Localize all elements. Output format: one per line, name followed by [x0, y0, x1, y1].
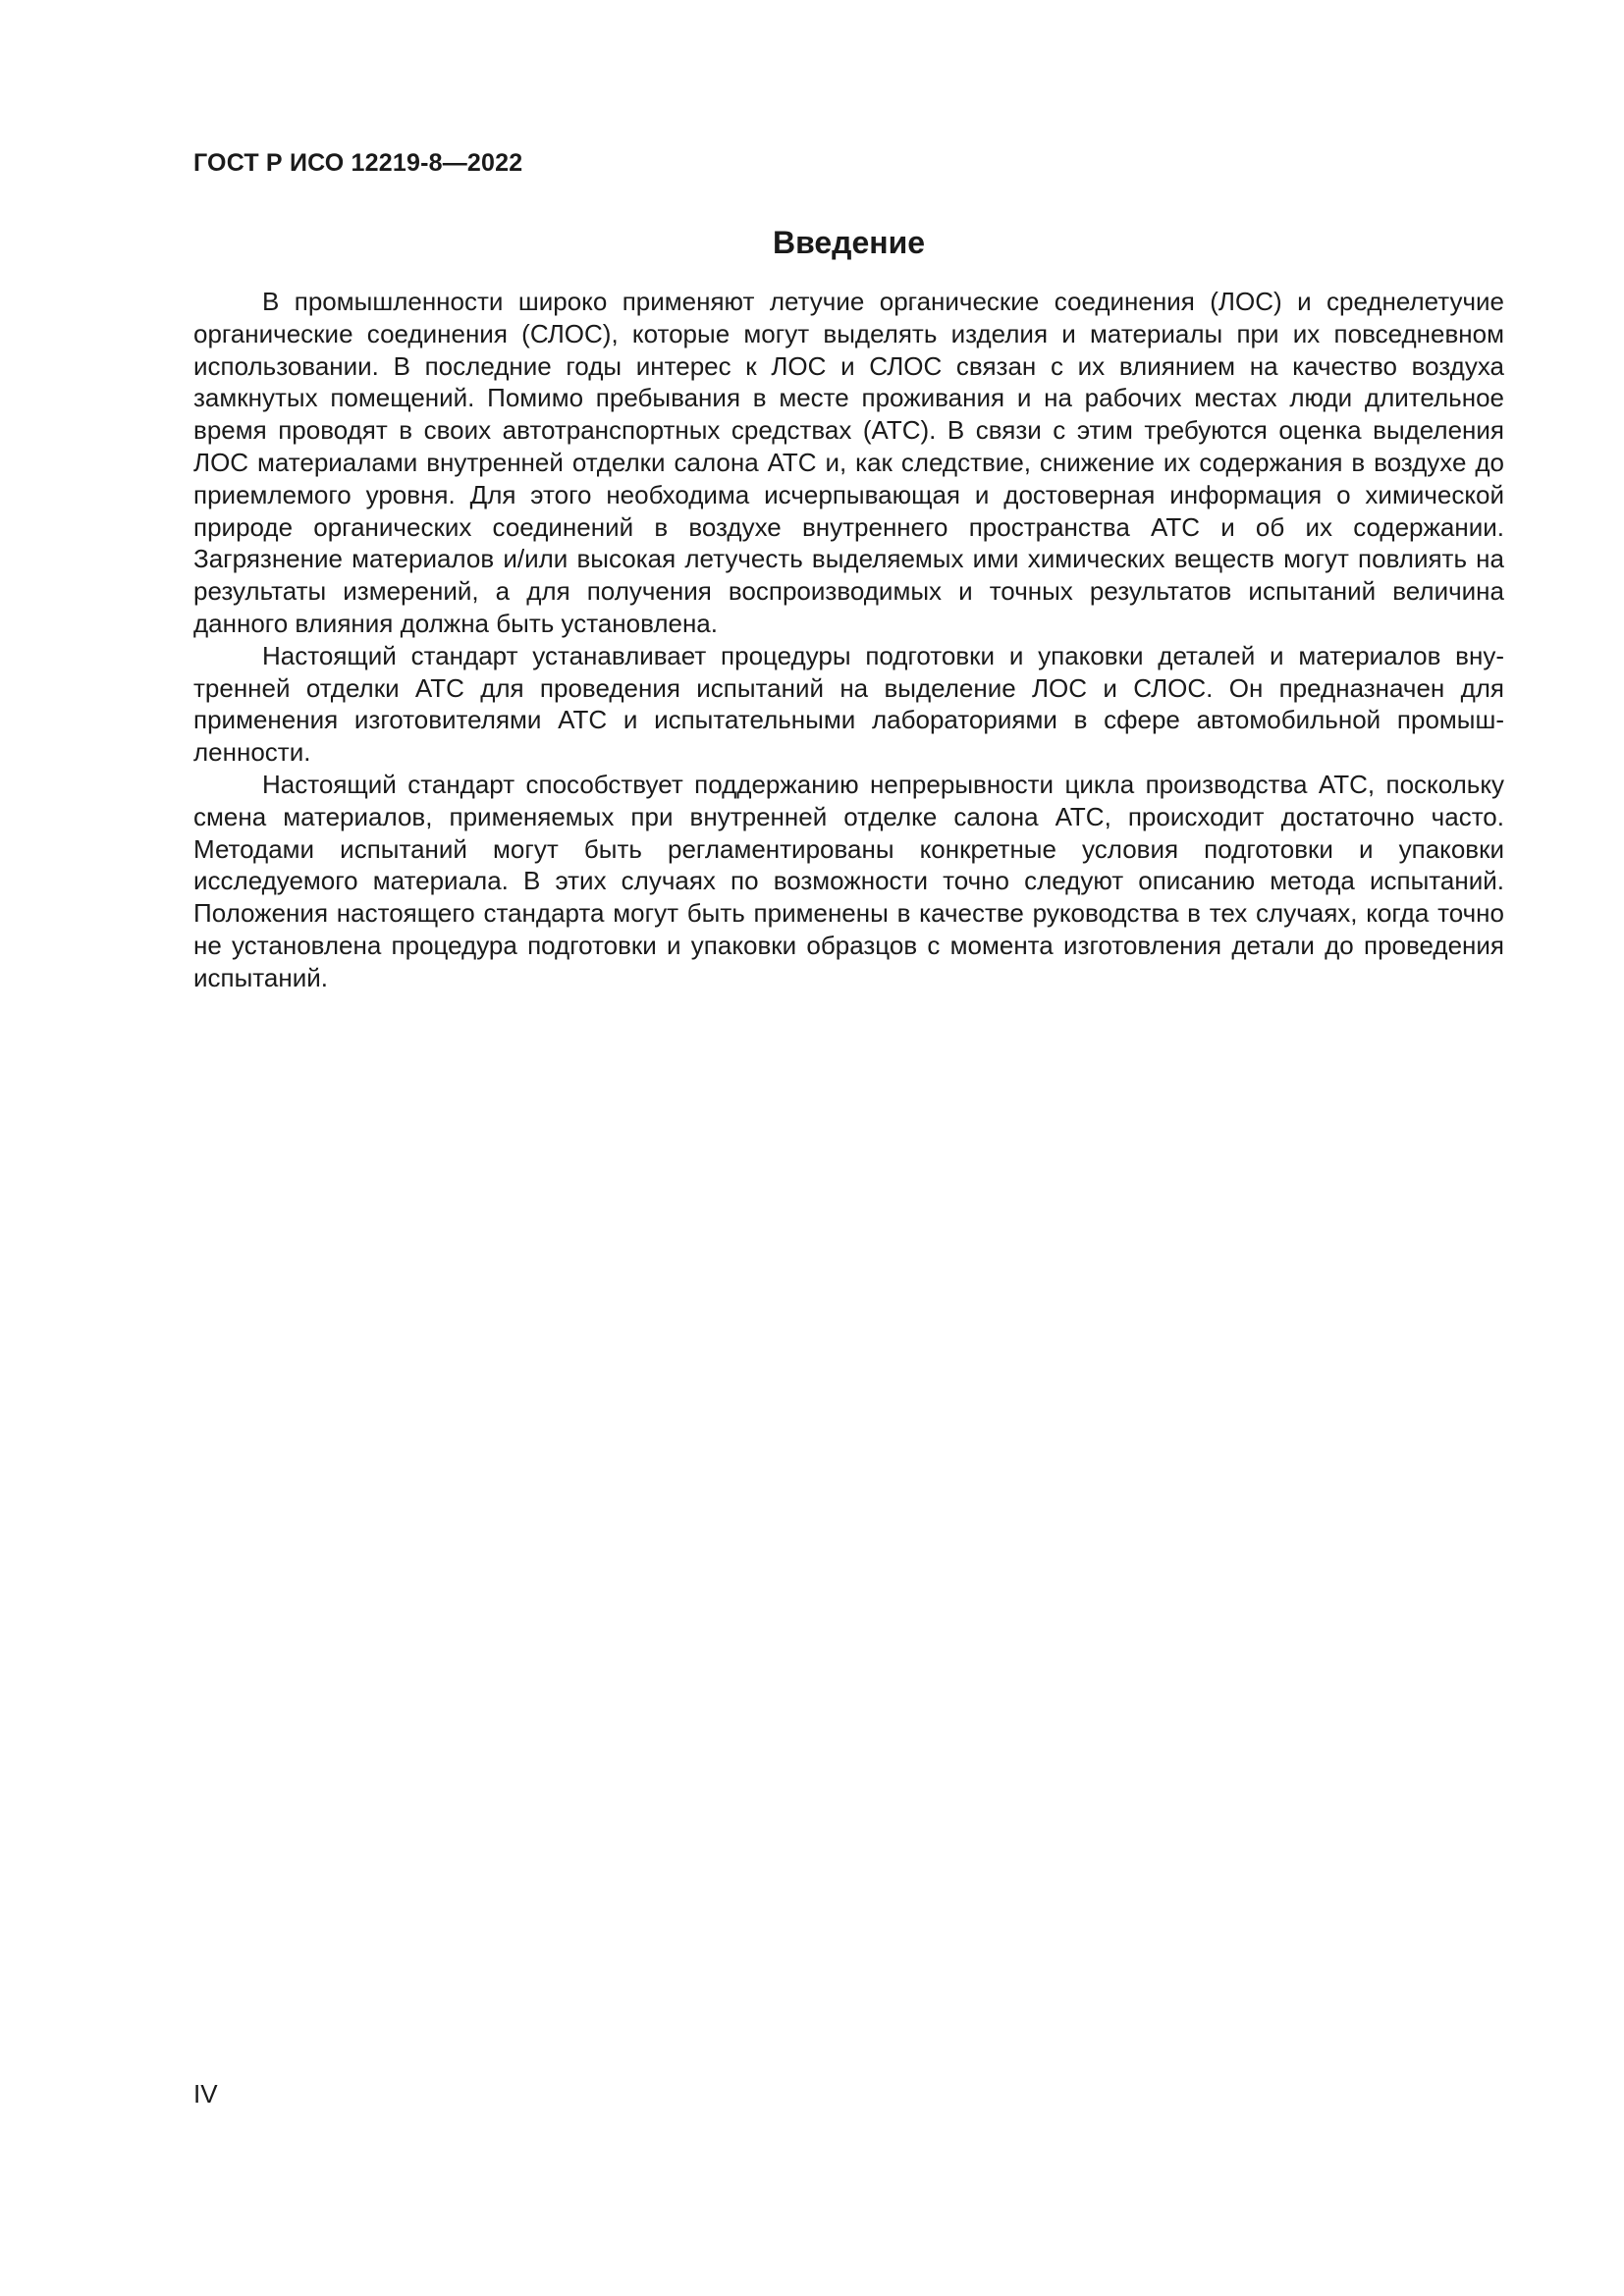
page-number: IV [193, 2079, 218, 2109]
body-text [193, 286, 1504, 994]
paragraph-2: Настоящий стандарт устанавливает процедуры подготовки и упаковки деталей и материалов внутренней отделки АТС для проведения испытаний на выделение ЛОС и СЛОС. Он предназначен для применения изготовителями АТС и испытательными лабораториями в сфере автомобильной промышленности. [193, 640, 1504, 768]
document-header: ГОСТ Р ИСО 12219-8—2022 [193, 149, 523, 177]
paragraph-1: В промышленности широко применяют летучие органические соединения (ЛОС) и среднелетучие органические соединения (СЛОС), которые могут выделять изделия и материалы при их повседневном использовании. В последние годы интерес к ЛОС и СЛОС связан с их влиянием на качество воздуха замкнутых помещений. Помимо пребывания в месте проживания и на рабочих местах люди длительное время проводят в своих автотранспортных средствах (АТС). В связи с этим требуются оценка выделения ЛОС материалами внутренней отделки салона АТС и, как следствие, снижение их содержания в воздухе до приемлемого уровня. Для этого необходима исчерпывающая и достоверная информация о химической природе органических соединений в воздухе внутреннего пространства АТС и об их содержании. Загрязнение материалов и/или высокая летучесть выделяемых ими химических веществ могут повлиять на результаты измерений, а для получения воспроизводимых и точных результатов испытаний величина данного влияния должна быть установлена. [193, 287, 1504, 638]
section-title: Введение [772, 225, 926, 260]
paragraph-3: Настоящий стандарт способствует поддержанию непрерывности цикла производства АТС, поскольку смена материалов, применяемых при внутренней отделке салона АТС, происходит достаточно часто. Методами испытаний могут быть регламентированы конкретные условия подготовки и упаковки исследуемого материала. В этих случаях по возможности точно следуют описанию метода испытаний. Положения настоящего стандарта могут быть применены в качестве руководства в тех случаях, когда точно не установлена процедура подготовки и упаковки образцов с момента изготовления детали до проведения испытаний. [193, 769, 1504, 992]
